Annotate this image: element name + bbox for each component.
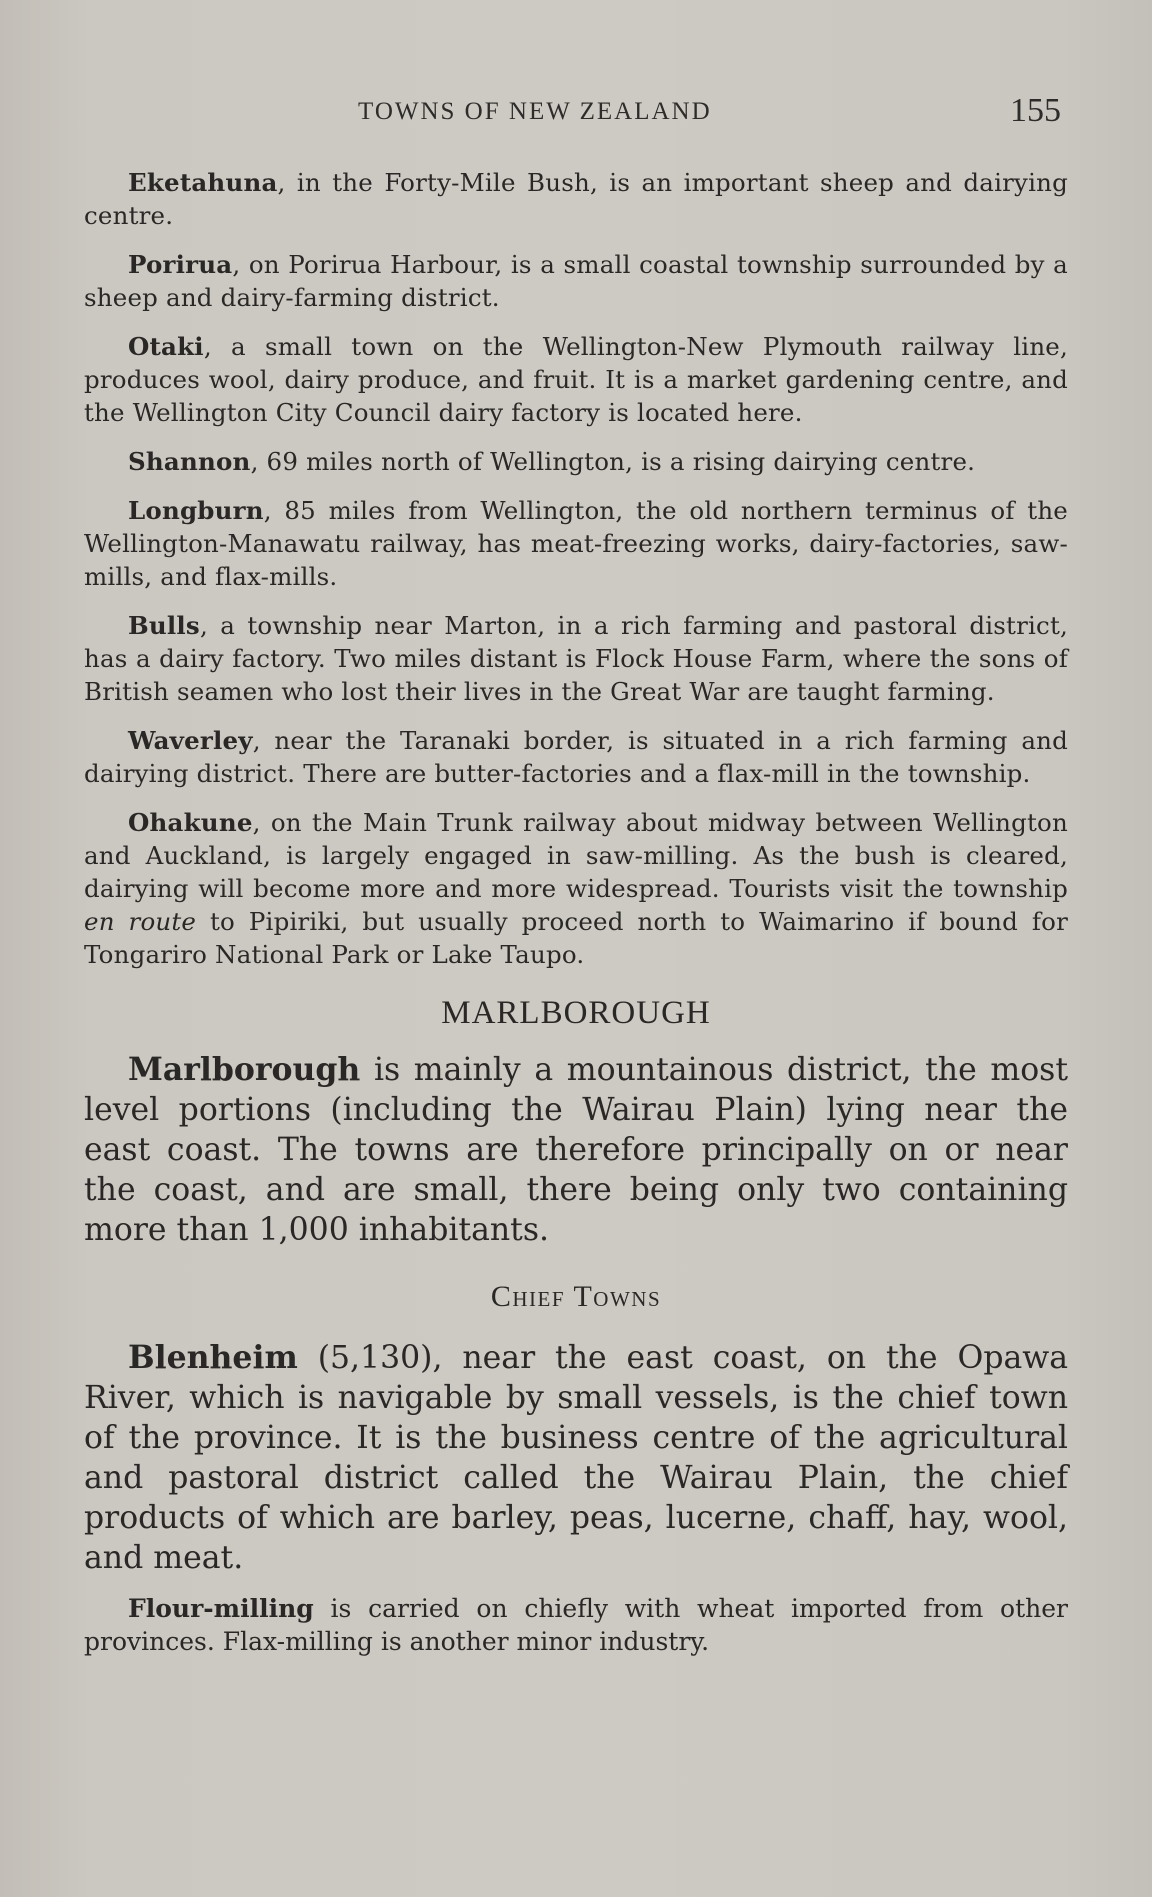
entry-description: , near the Taranaki border, is situated in a rich farming and dairying district. There are butter-factories and a flax-mill in the township. bbox=[84, 726, 1068, 788]
running-head bbox=[0, 92, 1152, 132]
entry-town-name: Otaki bbox=[128, 332, 204, 361]
running-title: TOWNS OF NEW ZEALAND bbox=[358, 98, 712, 125]
entry-town-name: Waverley bbox=[128, 726, 253, 755]
entry-bulls bbox=[84, 609, 1068, 708]
entry-longburn bbox=[84, 494, 1068, 593]
entry-ohakune bbox=[84, 806, 1068, 971]
entry-town-name: Porirua bbox=[128, 250, 233, 279]
lead-region-name: Marlborough bbox=[128, 1051, 361, 1088]
entry-town-name: Longburn bbox=[128, 496, 264, 525]
entry-italic-phrase: en route bbox=[84, 907, 197, 936]
entry-town-name: Eketahuna bbox=[128, 168, 278, 197]
entry-description-continued: to Pipiriki, but usually proceed north to Waimarino if bound for Tongariro National Park or Lake Taupo. bbox=[84, 907, 1068, 969]
entry-description: , on the Main Trunk railway about midway between Wellington and Auckland, is largely engaged in saw-milling. As the bush is cleared, dairying will become more and more widespread. Tourists visit the township bbox=[84, 808, 1068, 903]
entry-flour-milling bbox=[84, 1592, 1068, 1658]
entry-description: , a small town on the Wellington-New Plymouth railway line, produces wool, dairy produce, and fruit. It is a market gardening centre, and the Wellington City Council dairy factory is located here. bbox=[84, 332, 1068, 427]
entry-description: , 85 miles from Wellington, the old northern terminus of the Wellington-Manawatu railway, has meat-freezing works, dairy-factories, saw-mills, and flax-mills. bbox=[84, 496, 1068, 591]
page-content bbox=[84, 166, 1068, 1658]
entry-description: (5,130), near the east coast, on the Opawa River, which is navigable by small vessels, is the chief town of the province. It is the business centre of the agricultural and pastoral district called the Wairau Plain, the chief products of which are barley, peas, lucerne, chaff, hay, wool, and meat. bbox=[84, 1340, 1068, 1576]
entry-description: , on Porirua Harbour, is a small coastal township surrounded by a sheep and dairy-farming district. bbox=[84, 250, 1068, 312]
page-number: 155 bbox=[1010, 92, 1061, 129]
entry-porirua bbox=[84, 248, 1068, 314]
entry-shannon bbox=[84, 445, 1068, 478]
entry-blenheim bbox=[84, 1338, 1068, 1578]
entry-description: , 69 miles north of Wellington, is a rising dairying centre. bbox=[250, 447, 976, 476]
sub-heading: Chief Towns bbox=[490, 1280, 662, 1313]
entry-town-name: Bulls bbox=[128, 611, 200, 640]
lead-description: is mainly a mountainous district, the most level portions (including the Wairau Plain) lying near the east coast. The towns are therefore principally on or near the coast, and are small, there being only two containing more than 1,000 inhabitants. bbox=[84, 1052, 1068, 1248]
entry-description: , a township near Marton, in a rich farming and pastoral district, has a dairy factory. Two miles distant is Flock House Farm, where the sons of British seamen who lost their lives in the Great War are taught farming. bbox=[84, 611, 1068, 706]
entry-description: is carried on chiefly with wheat imported from other provinces. Flax-milling is another minor industry. bbox=[84, 1594, 1068, 1656]
entry-description: , in the Forty-Mile Bush, is an important sheep and dairying centre. bbox=[84, 168, 1068, 230]
entry-town-name: Blenheim bbox=[128, 1339, 298, 1376]
entry-waverley bbox=[84, 724, 1068, 790]
section-lead-paragraph bbox=[84, 1050, 1068, 1250]
entry-eketahuna bbox=[84, 166, 1068, 232]
entry-town-name: Ohakune bbox=[128, 808, 253, 837]
section-heading: MARLBOROUGH bbox=[441, 995, 711, 1031]
entry-otaki bbox=[84, 330, 1068, 429]
entry-town-name: Shannon bbox=[128, 447, 251, 476]
entry-industry-name: Flour-milling bbox=[128, 1594, 314, 1623]
